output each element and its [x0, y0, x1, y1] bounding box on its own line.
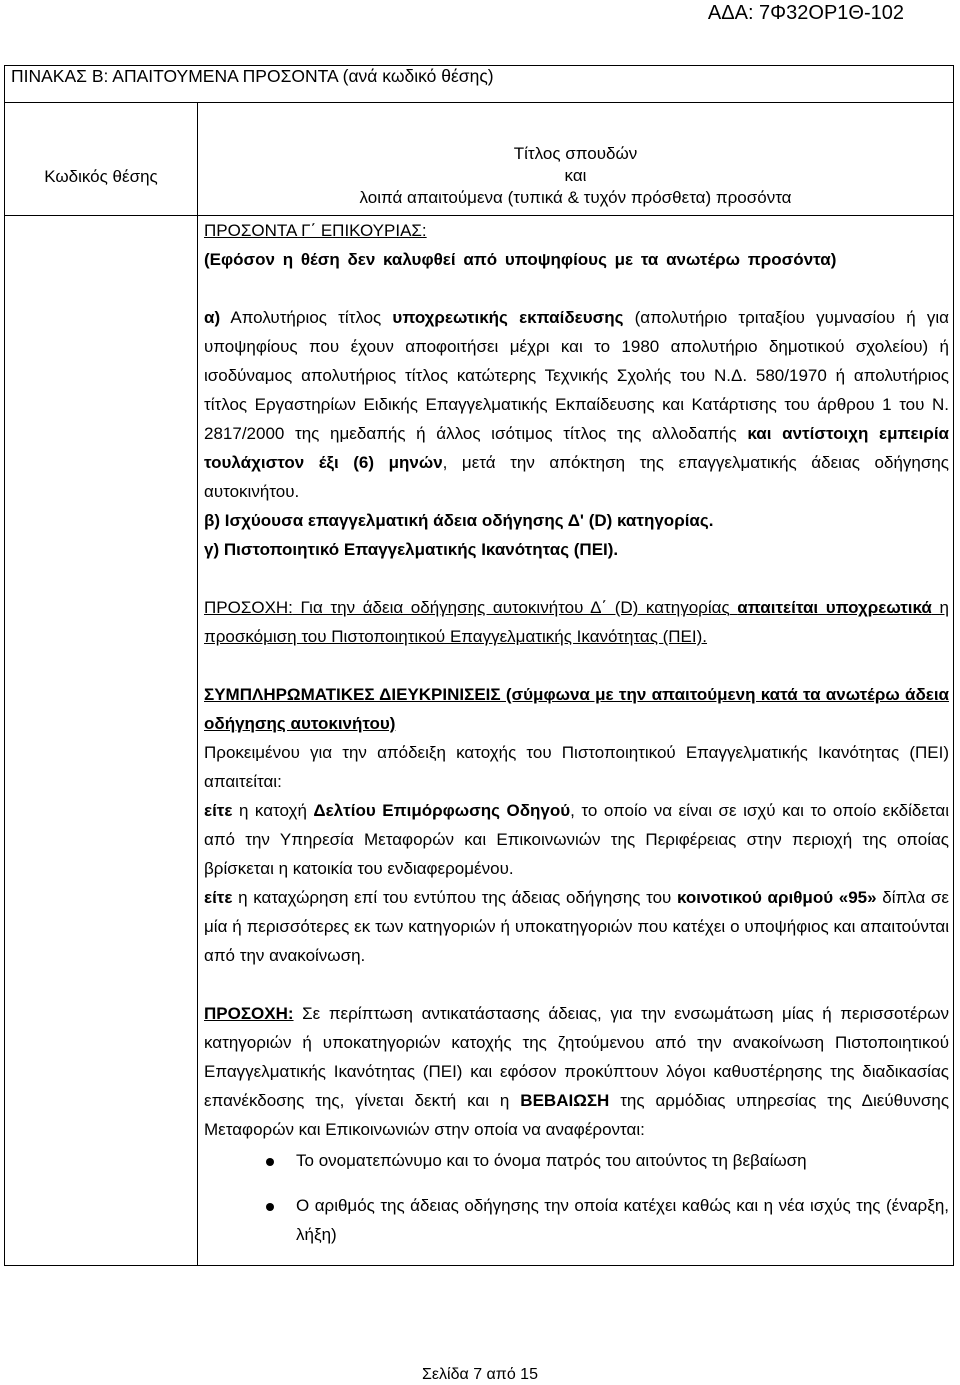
- note1-bold: απαιτείται υποχρεωτικά: [737, 598, 932, 617]
- certificate-details-list: [204, 1146, 949, 1249]
- either2-text2: δίπλα σε μία ή περισσότερες εκ των κατηγοριών ή υποκατηγοριών που κατέχει ο υποψήφιος και απαιτούνται από την ανακοίνωση.: [204, 888, 949, 965]
- col-quals-header-line2: και: [564, 166, 587, 185]
- col-code-header: Κωδικός θέσης: [5, 103, 198, 216]
- note2-text2: της αρμόδιας υπηρεσίας της Διεύθυνσης Μεταφορών και Επικοινωνιών στην οποία να αναφέρονται:: [204, 1091, 950, 1139]
- note2-text1: Σε περίπτωση αντικατάστασης άδειας, για την ενσωμάτωση μίας ή περισσοτέρων κατηγοριών ή υποκατηγοριών κατοχής της ζητούμενου από την ανακοίνωση Πιστοποιητικού Επαγγελματικής Ικανότητας (ΠΕΙ) και εφόσον προκύπτουν λόγοι καθυστέρησης της διαδικασίας επανέκδοσης της, γίνεται δεκτή και η: [204, 1004, 949, 1110]
- list-item: [204, 1191, 949, 1249]
- requirement-a-text2: (απολυτήριο τριταξίου γυμνασίου ή για υποψηφίους που έχουν αποφοιτήσει μέχρι και το 1980 απολυτήριο δημοτικού σχολείου) ή ισοδύναμος απολυτήριος τίτλος κατώτερης Τεχνικής Σχολής του Ν.Δ. 580/1970 ή απολυτήριος τίτλος Εργαστηρίων Ειδικής Επαγγελματικής Εκπαίδευσης και Κατάρτισης του άρθρου 1 του Ν. 2817/2000 της ημεδαπής ή άλλος ισότιμος τίτλος της αλλοδαπής: [204, 308, 949, 443]
- note-warning-1: [204, 593, 949, 651]
- bullet-icon: [266, 1203, 274, 1211]
- requirement-a-label: α): [204, 308, 221, 327]
- col-quals-header-line3: λοιπά απαιτούμενα (τυπικά & τυχόν πρόσθετα) προσόντα: [359, 188, 792, 207]
- list-item-text: Το ονοματεπώνυμο και το όνομα πατρός του αιτούντος τη βεβαίωση: [296, 1151, 807, 1170]
- requirement-a-text3: , μετά την απόκτηση της επαγγελματικής άδειας οδήγησης αυτοκινήτου.: [204, 453, 949, 501]
- note2-label: ΠΡΟΣΟΧΗ:: [204, 1004, 294, 1023]
- ada-identifier: ΑΔΑ: 7Φ32ΟΡ1Θ-102: [707, 2, 904, 24]
- requirement-g: γ) Πιστοποιητικό Επαγγελματικής Ικανότητας (ΠΕΙ).: [204, 540, 619, 559]
- list-item-text: Ο αριθμός της άδειας οδήγησης την οποία κατέχει καθώς και η νέα ισχύς της (έναρξη, λήξη): [296, 1196, 949, 1244]
- either2-bold: κοινοτικού αριθμού «95»: [677, 888, 877, 907]
- table-header-row: [5, 103, 954, 216]
- requirements-table: [4, 65, 954, 1266]
- supplementary-intro: Προκειμένου για την απόδειξη κατοχής του Πιστοποιητικού Επαγγελματικής Ικανότητας (ΠΕΙ) απαιτείται:: [204, 743, 949, 791]
- note-warning-2: [204, 999, 949, 1144]
- either-option-2: [204, 883, 949, 970]
- table-title: ΠΙΝΑΚΑΣ Β: ΑΠΑΙΤΟΥΜΕΝΑ ΠΡΟΣΟΝΤΑ (ανά κωδικό θέσης): [5, 66, 954, 103]
- note2-bold: ΒΕΒΑΙΩΣΗ: [520, 1091, 610, 1110]
- either-option-1: [204, 796, 949, 883]
- section-heading: ΠΡΟΣΟΝΤΑ Γ΄ ΕΠΙΚΟΥΡΙΑΣ:: [204, 221, 427, 240]
- table-title-row: [5, 66, 954, 103]
- qualifications-cell: [198, 216, 954, 1266]
- section-note: (Εφόσον η θέση δεν καλυφθεί από υποψηφίους με τα ανωτέρω προσόντα): [204, 250, 837, 269]
- either1-word: είτε: [204, 801, 233, 820]
- note1-text1: Για την άδεια οδήγησης αυτοκινήτου Δ΄ (D) κατηγορίας: [300, 598, 730, 617]
- note1-text2: η προσκόμιση του Πιστοποιητικού Επαγγελματικής Ικανότητας (ΠΕΙ).: [204, 598, 949, 646]
- bullet-icon: [266, 1158, 274, 1166]
- code-cell: [5, 216, 198, 1266]
- page-number-footer: Σελίδα 7 από 15: [422, 1366, 538, 1383]
- either1-text2: , το οποίο να είναι σε ισχύ και το οποίο εκδίδεται από την Υπηρεσία Μεταφορών και Επικοινωνιών της Περιφέρειας στην περιοχή της οποίας βρίσκεται η κατοικία του ενδιαφερομένου.: [204, 801, 950, 878]
- either2-text1: η καταχώρηση επί του εντύπου της άδειας οδήγησης του: [238, 888, 672, 907]
- requirement-a-bold1: υποχρεωτικής εκπαίδευσης: [392, 308, 624, 327]
- either2-word: είτε: [204, 888, 233, 907]
- note1-label: ΠΡΟΣΟΧΗ:: [204, 598, 293, 617]
- requirement-a-text1: Απολυτήριος τίτλος: [230, 308, 382, 327]
- list-item: [204, 1146, 949, 1175]
- supplementary-heading: ΣΥΜΠΛΗΡΩΜΑΤΙΚΕΣ ΔΙΕΥΚΡΙΝΙΣΕΙΣ (σύμφωνα με την απαιτούμενη κατά τα ανωτέρω άδεια οδήγησης αυτοκινήτου): [204, 685, 949, 733]
- col-quals-header: [198, 103, 954, 216]
- either1-text1: η κατοχή: [238, 801, 307, 820]
- requirement-a: [204, 303, 949, 506]
- requirement-b: β) Ισχύουσα επαγγελματική άδεια οδήγησης Δ' (D) κατηγορίας.: [204, 511, 714, 530]
- table-body-row: [5, 216, 954, 1266]
- requirement-a-bold2: και αντίστοιχη εμπειρία τουλάχιστον έξι (6) μηνών: [204, 424, 949, 472]
- either1-bold: Δελτίου Επιμόρφωσης Οδηγού: [313, 801, 571, 820]
- col-quals-header-line1: Τίτλος σπουδών: [513, 144, 638, 163]
